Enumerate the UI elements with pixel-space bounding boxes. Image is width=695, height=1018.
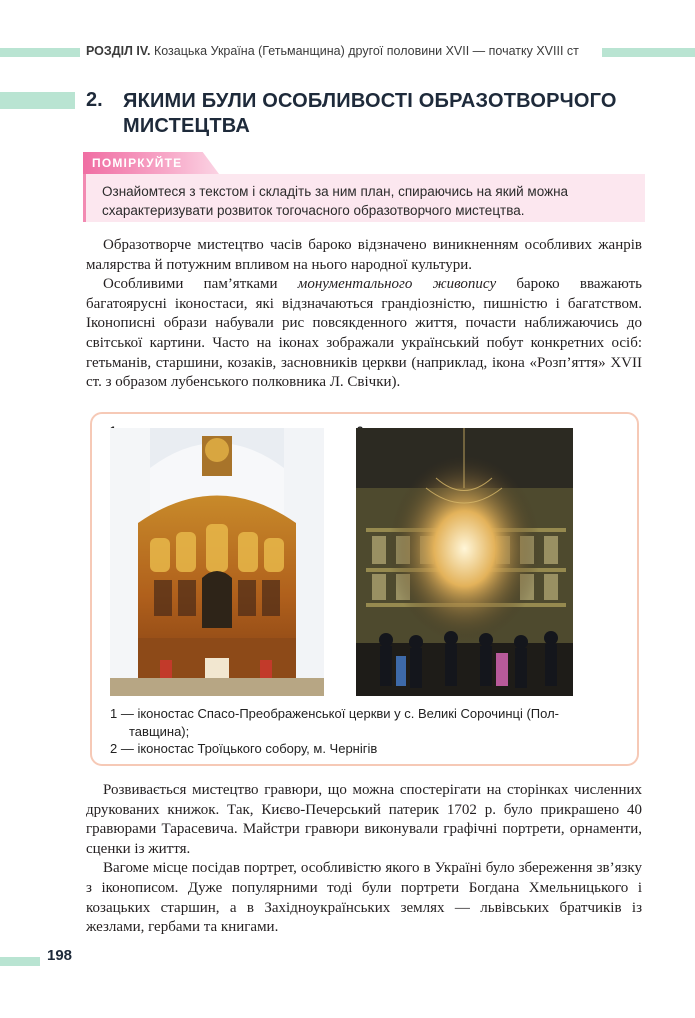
- header-accent-bar-right: [602, 48, 695, 57]
- photo-iconostasis-sorochyntsi: [110, 428, 324, 696]
- paragraph-baroque-intro: Образотворче мистецтво часів бароко відзначено виникненням особливих жанрів малярства й потужним впливом на нього народної культури.: [86, 237, 642, 273]
- photo-iconostasis-chernihiv: [356, 428, 573, 696]
- caption-item-2: 2 — іконостас Троїцького собору, м. Чернігів: [110, 741, 378, 756]
- think-label: ПОМІРКУЙТЕ: [92, 156, 183, 170]
- title-accent-bar: [0, 92, 75, 109]
- paragraph-monumental-rest: бароко вважають багатоярусні іконостаси, які відзначаються грандіозністю, пишністю і багатством. Іконописні образи набували рис повсякденного життя, почасти наближаючись до світської картини. Часто на іконах зображали український побут конкретних осіб: гетьманів, старшини, козаків, засновників церкви (наприклад, ікона «Розп’яття» XVII ст. з образом лубенського полковника Л. Свічки).: [86, 276, 642, 391]
- running-head-section: РОЗДІЛ IV.: [86, 44, 151, 58]
- section-title: ЯКИМИ БУЛИ ОСОБЛИВОСТІ ОБРАЗОТВОРЧОГО МИСТЕЦТВА: [123, 90, 617, 137]
- paragraph-portrait: Вагоме місце посідав портрет, особливістю якого в Україні було збереження зв’язку з іконописом. Дуже популярними тоді були портрети Богдана Хмельницького і козацьких старшин, а в Західноукраїнських землях — львівських братчиків із жезлами, гербами та книгами.: [86, 860, 642, 936]
- figure-caption: [110, 705, 630, 758]
- paragraph-monumental: [86, 275, 642, 393]
- think-text: Ознайомтеся з текстом і складіть за ним план, спираючись на який можна схарактеризувати розвиток тогочасного образотворчого мистецтва.: [102, 184, 569, 218]
- page-accent-bar: [0, 957, 40, 966]
- paragraph-engraving: Розвивається мистецтво гравюри, що можна спостерігати на сторінках численних друкованих книжок. Так, Києво-Печерський патерик 1702 р. було прикрашено 40 гравюрами Тарасевича. Майстри гравюри виконували графічні портрети, орнаменти, сценки із життя.: [86, 782, 642, 857]
- body-text-bottom: [86, 781, 642, 938]
- body-text-top: [86, 236, 642, 393]
- paragraph-monumental-start: Особливими пам’ятками: [103, 276, 298, 293]
- running-head: [86, 44, 598, 58]
- page-number: 198: [47, 947, 73, 964]
- header-accent-bar-left: [0, 48, 80, 57]
- term-monumental-painting: монументального живопису: [297, 276, 497, 293]
- section-number: 2.: [86, 89, 103, 111]
- caption-item-1: 1 — іконостас Спасо-Преображенської церкви у с. Великі Сорочинці (Пол-: [110, 706, 559, 721]
- caption-item-1-continued: тавщина);: [129, 723, 190, 739]
- running-head-title: Козацька Україна (Гетьманщина) другої половини XVII — початку XVIII ст: [153, 44, 579, 58]
